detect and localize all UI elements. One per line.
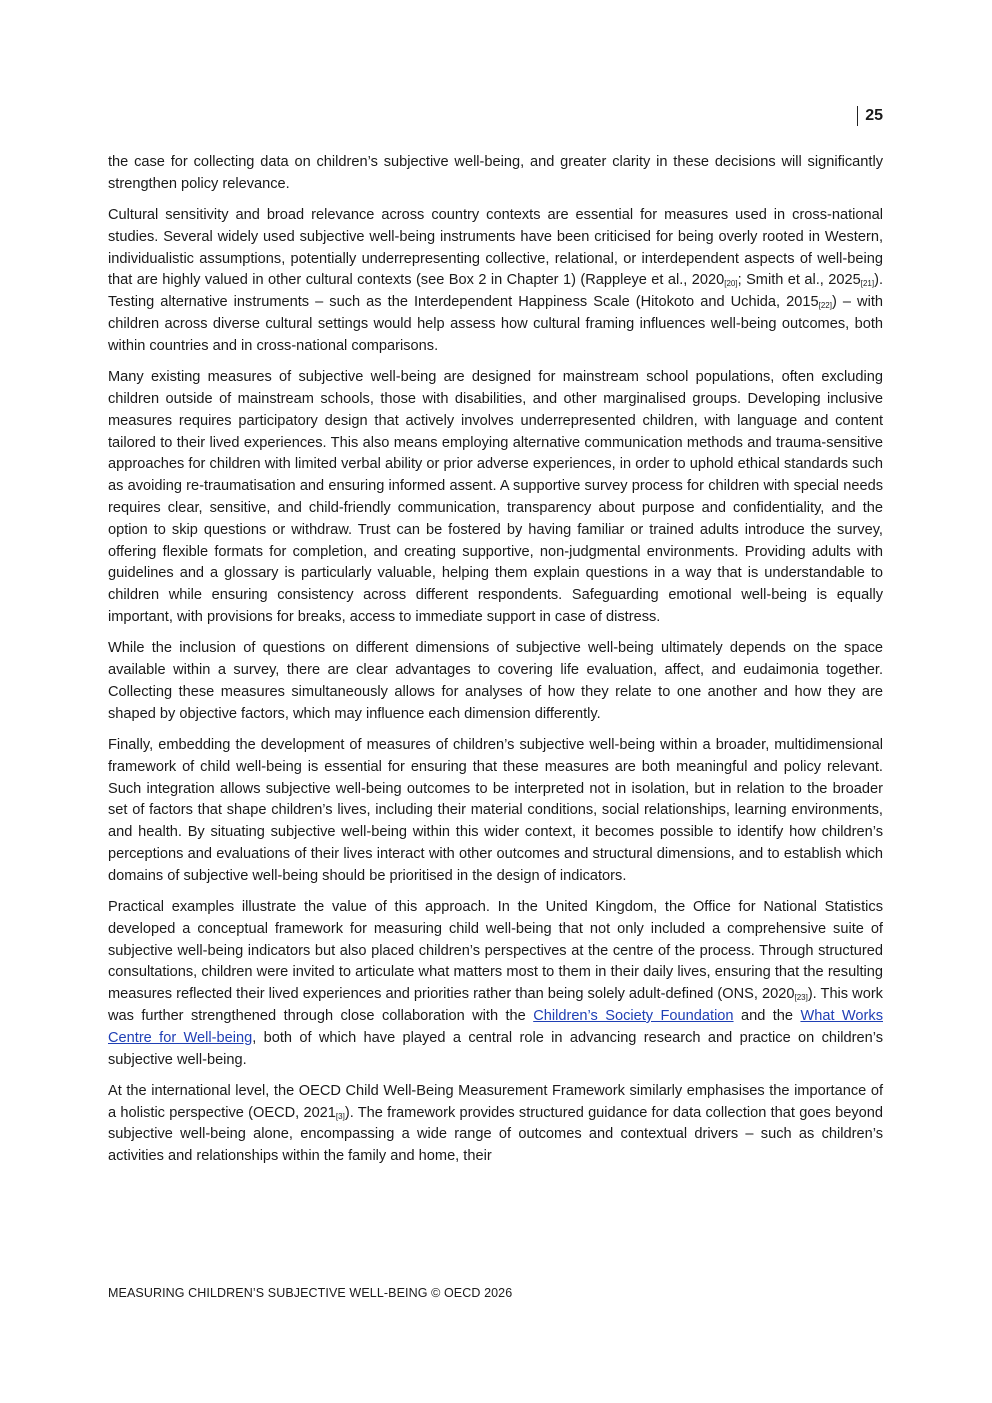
what-works-centre-link[interactable]: What Works Centre for Well-being: [108, 1007, 883, 1046]
citation-ref[interactable]: [23]: [794, 993, 808, 1003]
paragraph-5: Finally, embedding the development of measures of children’s subjective well-being within a broader, multidimensional framework of child well-being is essential for ensuring that these measures are both meaningful and policy relevant. Such integration allows subjective well-being outcomes to be interpreted not in isolation, but in relation to the broader set of factors that shape children’s lives, including their material conditions, social relationships, learning environments, and health. By situating subjective well-being within this wider context, it becomes possible to identify how children’s perceptions and evaluations of their lives interact with other outcomes and structural dimensions, and to establish which domains of subjective well-being should be prioritised in the design of indicators.: [108, 736, 883, 884]
paragraph-text: Cultural sensitivity and broad relevance across country contexts are essential for measures used in cross-national studies. Several widely used subjective well-being instruments have been criticised for being overly rooted in Western, individualistic assumptions, potentially underrepresenting collective, relational, or interdependent aspects of well-being that are highly valued in other cultural contexts (see Box 2 in Chapter 1) (Rappleye et al., 2020: [108, 207, 883, 289]
paragraph-3: Many existing measures of subjective well-being are designed for mainstream school populations, often excluding children outside of mainstream schools, those with disabilities, and other marginalised groups. Developing inclusive measures requires participatory design that actively involves underrepresented children, with language and content tailored to their lived experiences. This also means employing alternative communication methods and trauma-sensitive approaches for children with limited verbal ability or prior adverse experiences, in order to uphold ethical standards such as avoiding re-traumatisation and ensuring informed assent. A supportive survey process for children with special needs requires clear, sensitive, and child-friendly communication, transparency about purpose and confidentiality, and the option to skip questions or withdraw. Trust can be fostered by having familiar or trained adults introduce the survey, offering flexible formats for completion, and creating supportive, non-judgmental environments. Providing adults with guidelines and a glossary is particularly valuable, helping them explain questions in a way that is understandable to children while ensuring consistency across different respondents. Safeguarding emotional well-being is equally important, with provisions for breaks, access to immediate support in case of distress.: [108, 369, 883, 625]
paragraph-text: ). This work was further strengthened through close collaboration with the: [108, 986, 883, 1024]
paragraph-4: While the inclusion of questions on different dimensions of subjective well-being ultimately depends on the space available within a survey, there are clear advantages to covering life evaluation, affect, and eudaimonia together. Collecting these measures simultaneously allows for analyses of how they relate to one another and how they are shaped by objective factors, which may influence each dimension differently.: [108, 640, 883, 722]
citation-ref[interactable]: [22]: [818, 301, 832, 311]
citation-ref[interactable]: [3]: [335, 1111, 345, 1121]
paragraph-text: ; Smith et al., 2025: [737, 272, 861, 289]
paragraph-text: and the: [733, 1007, 801, 1024]
paragraph-text: ). The framework provides structured guidance for data collection that goes beyond subjective well-being alone, encompassing a wide range of outcomes and contextual drivers – such as children’s activities and relationships within the family and home, their: [108, 1104, 883, 1165]
paragraph-text: , both of which have played a central role in advancing research and practice on children’s subjective well-being.: [108, 1029, 884, 1068]
paragraph-text: Practical examples illustrate the value of this approach. In the United Kingdom, the Office for National Statistics developed a conceptual framework for measuring child well-being that not only included a comprehensive suite of subjective well-being indicators but also placed children’s perspectives at the centre of the process. Through structured consultations, children were invited to articulate what matters most to them in their daily lives, ensuring that the resulting measures reflected their lived experiences and priorities rather than being solely adult-defined (ONS, 2020: [108, 899, 883, 1003]
paragraph-6: [108, 897, 883, 1071]
citation-ref[interactable]: [20]: [724, 279, 738, 289]
paragraph-text: ) – with children across diverse cultural settings would help assess how cultural framing influences well-being outcomes, both within countries and in cross-national comparisons.: [108, 294, 883, 354]
paragraph-7: [108, 1081, 883, 1168]
page-number: 25: [857, 106, 883, 126]
paragraph-2: [108, 205, 883, 358]
childrens-society-foundation-link[interactable]: Children’s Society Foundation: [533, 1007, 734, 1024]
citation-ref[interactable]: [21]: [860, 279, 875, 289]
paragraph-text: At the international level, the OECD Child Well-Being Measurement Framework similarly emphasises the importance of a holistic perspective (OECD, 2021: [108, 1082, 883, 1121]
paragraph-text: ). Testing alternative instruments – such as the Interdependent Happiness Scale (Hitokoto and Uchida, 2015: [108, 272, 883, 311]
paragraph-1: the case for collecting data on children’s subjective well-being, and greater clarity in these decisions will significantly strengthen policy relevance.: [108, 154, 883, 192]
document-body: [108, 152, 883, 1178]
page-footer: MEASURING CHILDREN’S SUBJECTIVE WELL-BEING © OECD 2026: [108, 1286, 513, 1300]
